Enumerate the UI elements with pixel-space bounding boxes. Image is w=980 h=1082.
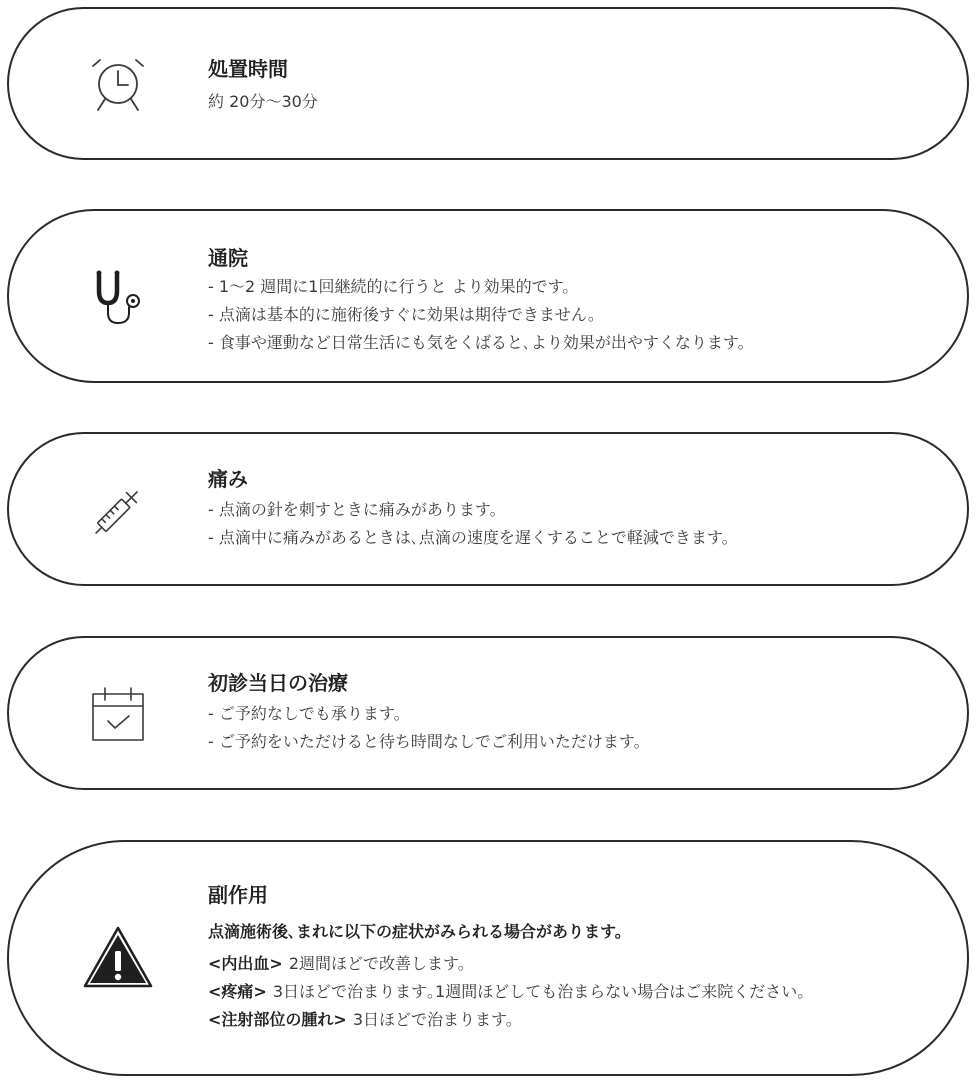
side-effects-card — [7, 840, 969, 1076]
side-effect-tag: <内出血> — [208, 954, 283, 973]
card-title: 初診当日の治療 — [208, 671, 348, 695]
side-effect-item — [208, 1006, 927, 1034]
card-title: 通院 — [208, 246, 248, 270]
pain-card — [7, 432, 969, 586]
card-text: 約 20分〜30分 — [208, 92, 318, 111]
card-title: 副作用 — [208, 883, 268, 907]
treatment-time-card — [7, 7, 969, 160]
card-text: - 点滴は基本的に施術後すぐに効果は期待できません。 — [208, 305, 604, 324]
card-title: 処置時間 — [208, 57, 288, 81]
side-effect-text: 3日ほどで治まります。 — [352, 1010, 522, 1029]
side-effect-text: 2週間ほどで改善します。 — [288, 954, 474, 973]
card-text: - 食事や運動など日常生活にも気をくばると､より効果が出やすくなります。 — [208, 333, 754, 352]
side-effect-tag: <注射部位の腫れ> — [208, 1010, 347, 1029]
syringe-icon — [81, 474, 155, 548]
side-effect-text: 3日ほどで治まります｡1週間ほどしても治まらない場合はご来院ください。 — [272, 982, 814, 1001]
side-effect-tag: <疼痛> — [208, 982, 267, 1001]
card-text: - 1〜2 週間に1回継続的に行うと より効果的です。 — [208, 277, 579, 296]
side-effect-item — [208, 978, 927, 1006]
calendar-check-icon — [81, 678, 155, 752]
card-title: 痛み — [208, 467, 248, 491]
card-text: - ご予約なしでも承ります。 — [208, 704, 410, 723]
side-effects-intro: 点滴施術後､まれに以下の症状がみられる場合があります。 — [208, 922, 631, 941]
alarm-clock-icon — [81, 49, 155, 123]
card-text: - 点滴中に痛みがあるときは､点滴の速度を遅くすることで軽減できます。 — [208, 528, 738, 547]
side-effect-item — [208, 950, 927, 978]
card-text: - ご予約をいただけると待ち時間なしでご利用いただけます。 — [208, 732, 650, 751]
first-visit-card — [7, 636, 969, 790]
card-text: - 点滴の針を刺すときに痛みがあります。 — [208, 500, 506, 519]
stethoscope-icon — [81, 261, 155, 335]
warning-icon — [81, 922, 155, 996]
visits-card — [7, 209, 969, 383]
